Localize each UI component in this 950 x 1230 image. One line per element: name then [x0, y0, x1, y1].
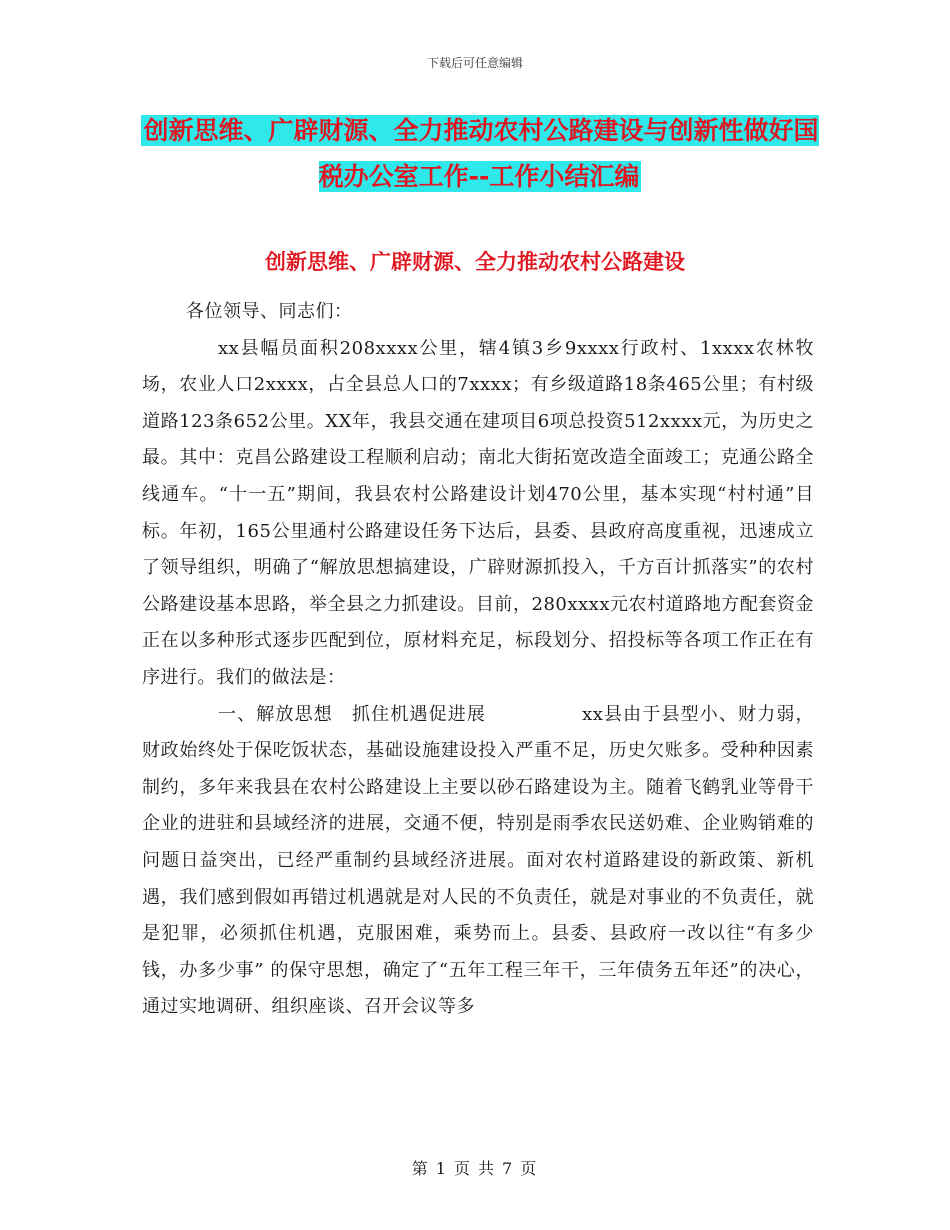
paragraph-1: xx县幅员面积208xxxx公里，辖4镇3乡9xxxx行政村、1xxxx农林牧场，农业人口2xxxx，占全县总人口的7xxxx；有乡级道路18条465公里；有村级道路123条652公里。XX年，我县交通在建项目6项总投资512xxxx元，为历史之最。其中：克昌公路建设工程顺利启动；南北大街拓宽改造全面竣工；克通公路全线通车。“十一五”期间，我县农村公路建设计划470公里，基本实现“村村通”目标。年初，165公里通村公路建设任务下达后，县委、县政府高度重视，迅速成立了领导组织，明确了“解放思想搞建设，广辟财源抓投入，千方百计抓落实”的农村公路建设基本思路，举全县之力抓建设。目前，280xxxx元农村道路地方配套资金正在以多种形式逐步匹配到位，原材料充足，标段划分、招投标等各项工作正在有序进行。我们的做法是：: [142, 337, 814, 688]
footer-label-page: 第: [411, 1159, 430, 1178]
document-title-text: 创新思维、广辟财源、全力推动农村公路建设与创新性做好国税办公室工作--工作小结汇编: [143, 116, 819, 191]
header-note: 下载后可任意编辑: [426, 56, 523, 70]
document-title: [140, 108, 820, 200]
footer-label-page-unit: 页: [453, 1159, 472, 1178]
salutation: 各位领导、同志们：: [186, 301, 353, 322]
document-subtitle: 创新思维、广辟财源、全力推动农村公路建设: [265, 250, 685, 274]
footer-page-number: 1: [435, 1159, 448, 1178]
section-1: [142, 697, 814, 1026]
page-footer: [0, 1156, 950, 1179]
document-body: [142, 294, 814, 1026]
section-1-text: xx县由于县型小、财力弱，财政始终处于保吃饭状态，基础设施建设投入严重不足，历史欠账多。受种种因素制约，多年来我县在农村公路建设上主要以砂石路建设为主。随着飞鹤乳业等骨干企业的进驻和县域经济的进展，交通不便，特别是雨季农民送奶难、企业购销难的问题日益突出，已经严重制约县域经济进展。面对农村道路建设的新政策、新机遇，我们感到假如再错过机遇就是对人民的不负责任，就是对事业的不负责任，就是犯罪，必须抓住机遇，克服困难，乘势而上。县委、县政府一改以往“有多少钱，办多少事” 的保守思想，确定了“五年工程三年干，三年债务五年还”的决心，通过实地调研、组织座谈、召开会议等多: [142, 703, 815, 1018]
section-1-heading: 一、解放思想 抓住机遇促进展: [218, 703, 487, 725]
footer-label-total-unit: 页: [520, 1159, 539, 1178]
footer-total-pages: 7: [502, 1159, 515, 1178]
footer-label-total: 共: [478, 1159, 497, 1178]
